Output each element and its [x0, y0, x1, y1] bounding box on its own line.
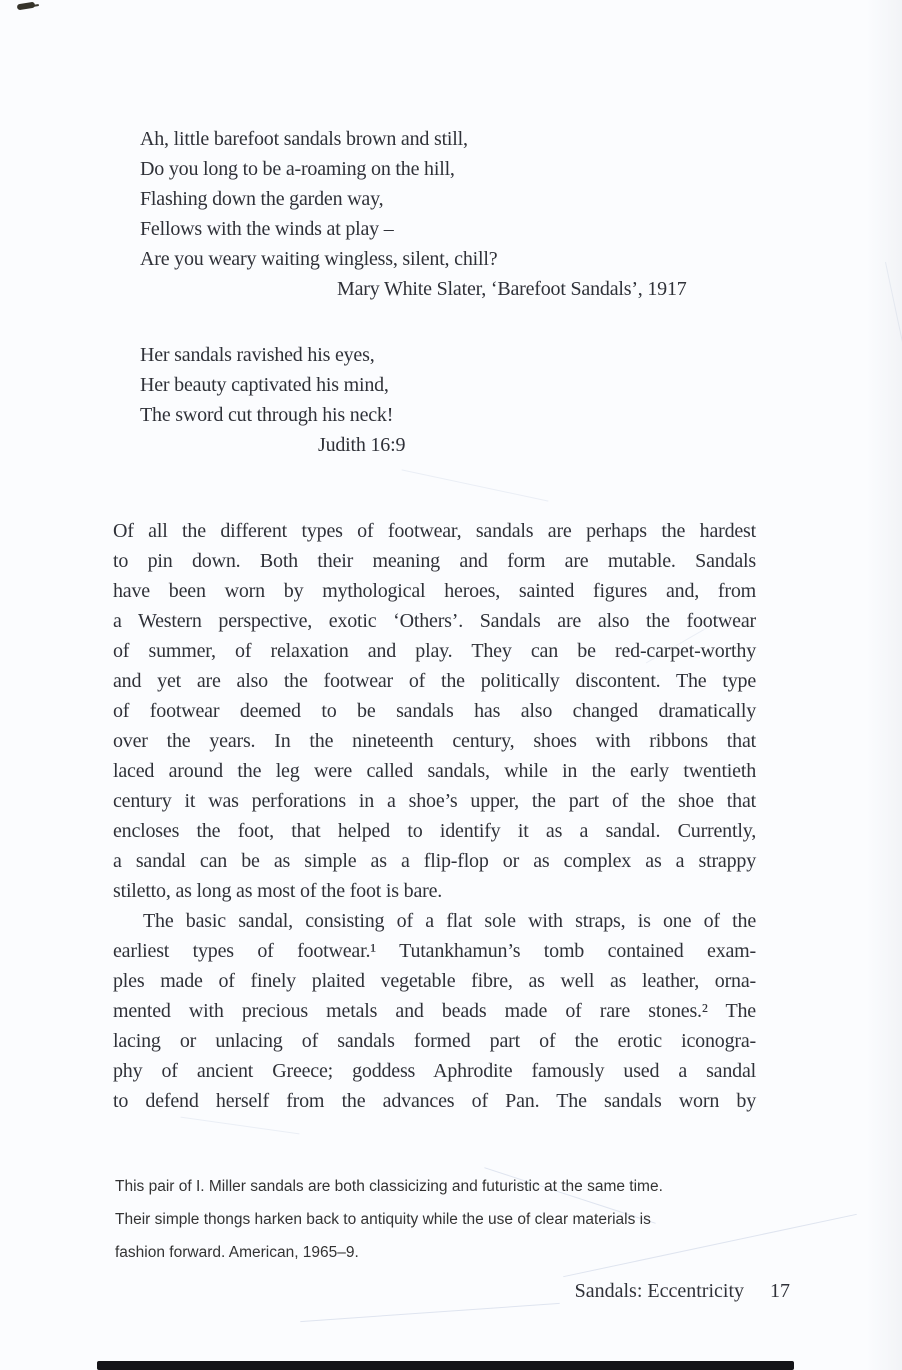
- caption-line: Their simple thongs harken back to antiquity while the use of clear materials is: [115, 1211, 651, 1228]
- scan-scratch: [885, 262, 902, 399]
- poem-line: Ah, little barefoot sandals brown and still,: [140, 128, 468, 150]
- poem-line: Her beauty captivated his mind,: [140, 374, 389, 396]
- body-line: mented with precious metals and beads made of rare stones.² The: [113, 1000, 756, 1022]
- body-line: laced around the leg were called sandals, while in the early twentieth: [113, 760, 756, 782]
- page-footer: [113, 1276, 790, 1306]
- poem-line: Flashing down the garden way,: [140, 188, 384, 210]
- body-line: century it was perforations in a shoe’s upper, the part of the shoe that: [113, 790, 756, 812]
- body-line: lacing or unlacing of sandals formed part of the erotic iconogra-: [113, 1030, 756, 1052]
- poem-attribution: Mary White Slater, ‘Barefoot Sandals’, 1917: [337, 278, 687, 300]
- poem-line: Her sandals ravished his eyes,: [140, 344, 375, 366]
- body-line: a sandal can be as simple as a flip-flop or as complex as a strappy: [113, 850, 756, 872]
- poem-line: Are you weary waiting wingless, silent, chill?: [140, 248, 498, 270]
- body-line: stiletto, as long as most of the foot is bare.: [113, 880, 443, 902]
- page-number: 17: [770, 1280, 790, 1302]
- scan-scratch: [181, 1117, 300, 1135]
- figure-caption: [115, 1170, 780, 1269]
- caption-line: This pair of I. Miller sandals are both classicizing and futuristic at the same time.: [115, 1178, 663, 1195]
- caption-line: fashion forward. American, 1965–9.: [115, 1244, 359, 1261]
- scan-edge-bar: [97, 1361, 794, 1370]
- paragraph: [113, 516, 756, 906]
- body-line: a Western perspective, exotic ‘Others’. Sandals are also the footwear: [113, 610, 756, 632]
- ink-smudge-artifact: [17, 2, 36, 11]
- poem-line: Do you long to be a-roaming on the hill,: [140, 158, 455, 180]
- running-head: Sandals: Eccentricity: [574, 1280, 744, 1302]
- page-edge-shading: [866, 0, 902, 1370]
- body-line: The basic sandal, consisting of a flat sole with straps, is one of the: [143, 910, 756, 932]
- body-line: encloses the foot, that helped to identify it as a sandal. Currently,: [113, 820, 756, 842]
- body-line: to defend herself from the advances of Pan. The sandals worn by: [113, 1090, 756, 1112]
- epigraph-block: [140, 340, 772, 460]
- body-line: and yet are also the footwear of the politically discontent. The type: [113, 670, 756, 692]
- epigraph-section: [140, 124, 772, 460]
- body-line: earliest types of footwear.¹ Tutankhamun’s tomb contained exam-: [113, 940, 756, 962]
- body-text: [113, 516, 756, 1116]
- epigraph-block: [140, 124, 772, 304]
- body-line: to pin down. Both their meaning and form are mutable. Sandals: [113, 550, 756, 572]
- body-line: over the years. In the nineteenth century, shoes with ribbons that: [113, 730, 756, 752]
- body-line: have been worn by mythological heroes, sainted figures and, from: [113, 580, 756, 602]
- body-line: ples made of finely plaited vegetable fibre, as well as leather, orna-: [113, 970, 756, 992]
- body-line: Of all the different types of footwear, sandals are perhaps the hardest: [113, 520, 756, 542]
- poem-attribution: Judith 16:9: [318, 434, 406, 456]
- poem-line: The sword cut through his neck!: [140, 404, 394, 426]
- scan-scratch: [402, 469, 549, 501]
- paragraph: [113, 906, 756, 1116]
- body-line: phy of ancient Greece; goddess Aphrodite famously used a sandal: [113, 1060, 756, 1082]
- poem-line: Fellows with the winds at play –: [140, 218, 394, 240]
- body-line: of footwear deemed to be sandals has also changed dramatically: [113, 700, 756, 722]
- body-line: of summer, of relaxation and play. They can be red-carpet-worthy: [113, 640, 756, 662]
